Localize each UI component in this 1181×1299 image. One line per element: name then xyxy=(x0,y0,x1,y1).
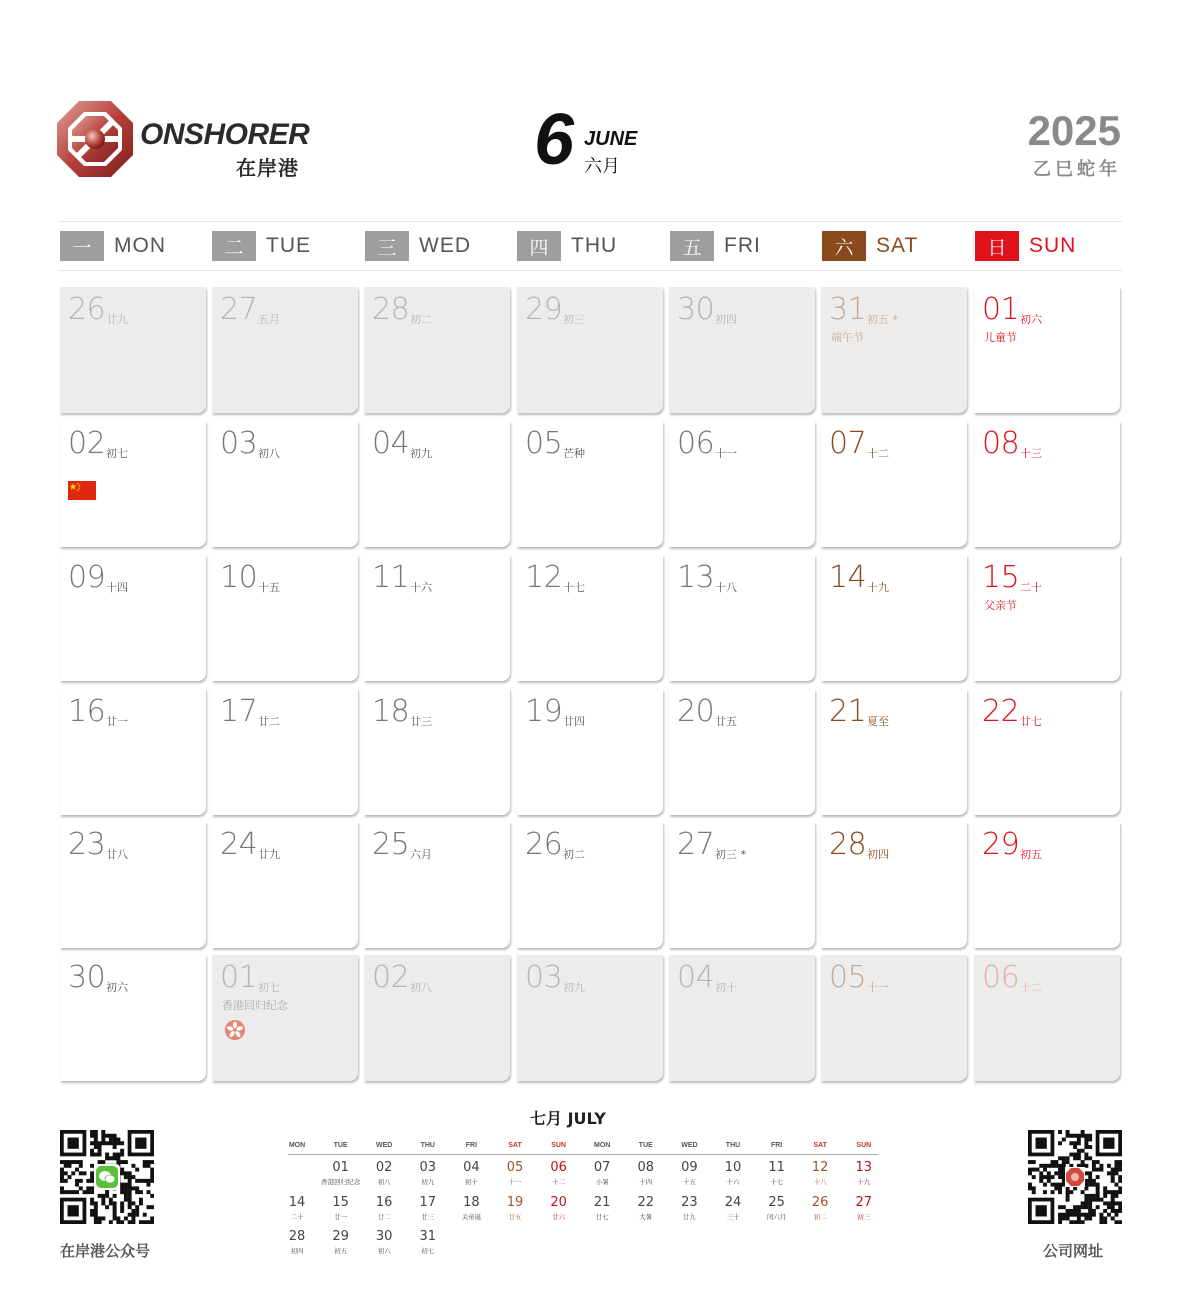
lunar-date: 初三 xyxy=(563,313,585,326)
lunar-date: 初十 xyxy=(715,981,737,994)
mini-lunar-date: 初八 xyxy=(377,1178,391,1186)
brand-name: ONSHORER xyxy=(140,118,310,151)
mini-day-number: 04 xyxy=(463,1160,480,1175)
day-number: 26 xyxy=(525,827,563,862)
mini-day-number: 16 xyxy=(375,1195,393,1210)
day-cell xyxy=(364,287,510,413)
mini-header-fri: FRI xyxy=(770,1142,783,1149)
weekday-label-en: TUE xyxy=(266,234,311,257)
day-number: 21 xyxy=(829,694,867,729)
day-number: 18 xyxy=(372,694,410,729)
day-number: 06 xyxy=(677,426,715,461)
mini-day-number: 26 xyxy=(811,1195,829,1210)
lunar-date: 夏至 xyxy=(867,715,889,728)
month-number: 6 xyxy=(534,100,575,180)
day-cell xyxy=(974,421,1120,547)
lunar-date: 十二 xyxy=(867,447,889,460)
mini-lunar-date: 初四 xyxy=(290,1247,304,1255)
lunar-date: 廿七 xyxy=(1020,715,1042,728)
mini-lunar-date: 初三 xyxy=(857,1213,871,1221)
festival-label: 父亲节 xyxy=(984,599,1017,612)
mini-day-number: 24 xyxy=(724,1195,742,1210)
mini-lunar-date: 初六 xyxy=(377,1247,391,1255)
mini-day-number: 28 xyxy=(288,1229,306,1244)
mini-header-mon: MON xyxy=(594,1142,611,1149)
lunar-date: 初四 xyxy=(867,848,889,861)
lunar-date: 初九 xyxy=(563,981,585,994)
day-cell xyxy=(974,287,1120,413)
weekday-badge-cn: 一 xyxy=(60,231,104,261)
day-number: 20 xyxy=(677,694,715,729)
lunar-date: 廿二 xyxy=(258,715,280,728)
day-number: 13 xyxy=(677,560,715,595)
day-cell xyxy=(60,955,206,1081)
lunar-date: 初九 xyxy=(410,447,432,460)
day-number: 23 xyxy=(68,827,106,862)
day-number: 29 xyxy=(982,827,1020,862)
day-number: 01 xyxy=(982,292,1020,327)
day-number: 15 xyxy=(982,560,1020,595)
hk-bauhinia-icon xyxy=(224,1019,246,1045)
year-number: 2025 xyxy=(1027,107,1121,154)
day-cell xyxy=(517,287,663,413)
day-cell xyxy=(517,555,663,681)
mini-day-number: 13 xyxy=(855,1160,873,1175)
mini-day-number: 31 xyxy=(419,1229,437,1244)
mini-day-number: 11 xyxy=(768,1160,785,1175)
lunar-date: 初二 xyxy=(410,313,432,326)
day-cell xyxy=(212,287,358,413)
weekday-badge-cn: 五 xyxy=(670,231,714,261)
day-cell xyxy=(212,822,358,948)
day-number: 05 xyxy=(829,960,867,995)
mini-header-thu: THU xyxy=(725,1142,741,1149)
lunar-date: 五月 xyxy=(258,313,280,326)
month-name-cn: 六月 xyxy=(584,156,620,177)
festival-label: 香港回归纪念 xyxy=(222,999,288,1012)
mini-day-number: 14 xyxy=(288,1195,306,1210)
day-cell xyxy=(517,421,663,547)
mini-header-sat: SAT xyxy=(813,1142,827,1149)
day-cell xyxy=(821,287,967,413)
mini-header-wed: WED xyxy=(376,1142,393,1149)
mini-lunar-date: 廿六 xyxy=(552,1213,566,1221)
mini-lunar-date: 廿二 xyxy=(377,1213,391,1221)
mini-day-number: 12 xyxy=(811,1160,829,1175)
day-number: 24 xyxy=(220,827,258,862)
lunar-date: 十四 xyxy=(106,581,128,594)
mini-day-number: 17 xyxy=(419,1195,437,1210)
weekday-mon xyxy=(60,231,166,261)
day-number: 03 xyxy=(220,426,258,461)
day-cell xyxy=(517,689,663,815)
day-number: 26 xyxy=(68,292,106,327)
lunar-date: 十一 xyxy=(715,447,737,460)
lunar-date: 廿五 xyxy=(715,715,737,728)
mini-header-sun: SUN xyxy=(856,1142,872,1149)
day-cell xyxy=(669,955,815,1081)
mini-header-tue: TUE xyxy=(638,1142,653,1149)
lunar-date: 十三 xyxy=(1020,447,1042,460)
mini-lunar-date: 关帝诞 xyxy=(461,1213,482,1221)
weekday-label-en: SUN xyxy=(1029,234,1077,257)
wechat-qr-code xyxy=(60,1130,154,1224)
mini-lunar-date: 十六 xyxy=(726,1178,740,1186)
mini-day-number: 22 xyxy=(637,1195,655,1210)
lunar-date: 廿八 xyxy=(106,848,128,861)
lunar-date: 初二 xyxy=(563,848,585,861)
mini-lunar-date: 初五 xyxy=(334,1247,348,1255)
lunar-date: 廿一 xyxy=(106,715,128,728)
lunar-date: 廿九 xyxy=(106,313,128,326)
day-cell xyxy=(974,689,1120,815)
festival-label: 儿童节 xyxy=(984,331,1017,344)
mini-day-number: 18 xyxy=(463,1195,480,1210)
brand-name-cn: 在岸港 xyxy=(236,156,299,180)
mini-lunar-date: 廿九 xyxy=(682,1213,696,1221)
mini-day-number: 08 xyxy=(637,1160,655,1175)
mini-day-number: 23 xyxy=(681,1195,698,1210)
mini-day-number: 07 xyxy=(593,1160,611,1175)
day-number: 14 xyxy=(829,560,867,595)
lunar-date: 初八 xyxy=(258,447,280,460)
wechat-icon xyxy=(94,1164,120,1190)
day-number: 05 xyxy=(525,426,563,461)
mini-lunar-date: 廿五 xyxy=(508,1213,522,1221)
weekday-label-en: THU xyxy=(571,234,618,257)
day-cell xyxy=(212,555,358,681)
mini-day-number: 30 xyxy=(375,1229,393,1244)
day-cell xyxy=(364,421,510,547)
website-qr-caption: 公司网址 xyxy=(1043,1242,1104,1260)
weekday-tue xyxy=(212,231,311,261)
weekday-badge-cn: 六 xyxy=(822,231,866,261)
weekday-bottom-divider xyxy=(58,270,1122,271)
mini-lunar-date: 初二 xyxy=(813,1213,827,1221)
mini-lunar-date: 大暑 xyxy=(639,1213,653,1221)
day-number: 31 xyxy=(829,292,867,327)
mini-lunar-date: 十四 xyxy=(639,1178,653,1186)
day-cell xyxy=(212,421,358,547)
weekday-badge-cn: 四 xyxy=(517,231,561,261)
day-number: 30 xyxy=(68,960,106,995)
day-cell xyxy=(60,555,206,681)
weekday-label-en: MON xyxy=(114,234,166,257)
lunar-date: 廿九 xyxy=(258,848,280,861)
mini-lunar-date: 初七 xyxy=(421,1247,435,1255)
mini-lunar-date: 香港回归纪念 xyxy=(321,1178,361,1186)
lunar-date: 十一 xyxy=(867,981,889,994)
mini-day-number: 21 xyxy=(593,1195,611,1210)
mini-day-number: 02 xyxy=(375,1160,393,1175)
day-cell xyxy=(821,822,967,948)
lunar-date: 六月 xyxy=(410,848,432,861)
lunar-date: 十二 xyxy=(1020,981,1042,994)
weekday-thu xyxy=(517,231,617,261)
weekday-badge-cn: 三 xyxy=(365,231,409,261)
festival-label: 端午节 xyxy=(831,331,864,344)
day-cell xyxy=(669,421,815,547)
mini-header-tue: TUE xyxy=(333,1142,348,1149)
lunar-date: 芒种 xyxy=(563,447,585,460)
day-number: 04 xyxy=(372,426,410,461)
day-number: 11 xyxy=(372,560,410,595)
lunar-date: 廿四 xyxy=(563,715,585,728)
weekday-wed xyxy=(365,231,471,261)
day-cell xyxy=(821,689,967,815)
lunar-date: 初六 xyxy=(106,981,128,994)
weekday-sun xyxy=(975,231,1076,261)
day-cell xyxy=(974,955,1120,1081)
day-cell xyxy=(821,955,967,1081)
mini-lunar-date: 初九 xyxy=(421,1178,435,1186)
day-cell xyxy=(364,822,510,948)
wechat-qr-caption: 在岸港公众号 xyxy=(60,1242,151,1260)
day-cell xyxy=(60,822,206,948)
day-cell xyxy=(364,555,510,681)
day-number: 16 xyxy=(68,694,106,729)
day-number: 27 xyxy=(677,827,715,862)
day-cell xyxy=(364,955,510,1081)
mini-header-sat: SAT xyxy=(508,1142,522,1149)
day-cell xyxy=(669,689,815,815)
day-cell xyxy=(60,421,206,547)
mini-day-number: 27 xyxy=(855,1195,873,1210)
mini-lunar-date: 十五 xyxy=(682,1178,696,1186)
mini-header-wed: WED xyxy=(681,1142,698,1149)
logo-mark xyxy=(56,100,134,178)
day-cell xyxy=(821,555,967,681)
lunar-date: 初四 xyxy=(715,313,737,326)
mini-header-fri: FRI xyxy=(465,1142,478,1149)
mini-header-mon: MON xyxy=(288,1142,306,1149)
mini-lunar-date: 二十 xyxy=(290,1213,304,1221)
mini-lunar-date: 十八 xyxy=(813,1178,827,1186)
day-cell xyxy=(974,822,1120,948)
onshorer-logo-icon xyxy=(1065,1167,1085,1187)
day-cell xyxy=(517,955,663,1081)
day-cell xyxy=(517,822,663,948)
day-number: 06 xyxy=(982,960,1020,995)
lunar-date: 十七 xyxy=(563,581,585,594)
mini-lunar-date: 闰六月 xyxy=(766,1213,787,1221)
weekday-badge-cn: 二 xyxy=(212,231,256,261)
day-number: 29 xyxy=(525,292,563,327)
mini-lunar-date: 廿三 xyxy=(421,1213,435,1221)
mini-lunar-date: 十七 xyxy=(770,1178,784,1186)
mini-lunar-date: 三十 xyxy=(726,1213,740,1221)
mini-day-number: 06 xyxy=(550,1160,567,1175)
day-cell xyxy=(212,689,358,815)
day-cell xyxy=(974,555,1120,681)
mini-calendar-divider xyxy=(288,1154,878,1155)
day-cell xyxy=(669,287,815,413)
weekday-fri xyxy=(670,231,761,261)
mini-day-number: 03 xyxy=(419,1160,437,1175)
website-qr-code xyxy=(1028,1130,1122,1224)
mini-calendar-title: 七月 JULY xyxy=(530,1109,606,1128)
day-number: 01 xyxy=(220,960,258,995)
weekday-badge-cn: 日 xyxy=(975,231,1019,261)
day-number: 07 xyxy=(829,426,867,461)
mini-lunar-date: 十九 xyxy=(857,1178,871,1186)
weekday-label-en: SAT xyxy=(876,234,919,257)
day-number: 08 xyxy=(982,426,1020,461)
lunar-date: 十六 xyxy=(410,581,432,594)
weekday-label-en: WED xyxy=(419,234,471,257)
mini-header-thu: THU xyxy=(420,1142,435,1149)
lunar-date: 十五 xyxy=(258,581,280,594)
day-number: 04 xyxy=(677,960,715,995)
day-number: 03 xyxy=(525,960,563,995)
mini-lunar-date: 十二 xyxy=(552,1178,566,1186)
weekday-top-divider xyxy=(58,221,1122,222)
lunar-date: 初七 xyxy=(106,447,128,460)
day-number: 25 xyxy=(372,827,410,862)
day-number: 27 xyxy=(220,292,258,327)
mini-day-number: 19 xyxy=(506,1195,524,1210)
lunar-date: 十九 xyxy=(867,581,889,594)
mini-header-sun: SUN xyxy=(551,1142,566,1149)
mini-day-number: 05 xyxy=(506,1160,524,1175)
day-number: 09 xyxy=(68,560,106,595)
day-number: 02 xyxy=(372,960,410,995)
day-cell xyxy=(669,555,815,681)
day-number: 17 xyxy=(220,694,258,729)
weekday-sat xyxy=(822,231,918,261)
day-number: 30 xyxy=(677,292,715,327)
mini-lunar-date: 廿一 xyxy=(334,1213,348,1221)
mini-day-number: 15 xyxy=(332,1195,349,1210)
day-number: 19 xyxy=(525,694,563,729)
mini-day-number: 20 xyxy=(550,1195,567,1210)
lunar-date: 十八 xyxy=(715,581,737,594)
day-number: 12 xyxy=(525,560,563,595)
mini-lunar-date: 小暑 xyxy=(595,1178,609,1186)
day-cell xyxy=(364,689,510,815)
weekday-label-en: FRI xyxy=(724,234,761,257)
day-number: 22 xyxy=(982,694,1020,729)
mini-lunar-date: 十一 xyxy=(508,1178,522,1186)
day-cell xyxy=(60,287,206,413)
lunar-date: 初五 xyxy=(1020,848,1042,861)
lunar-date: 初八 xyxy=(410,981,432,994)
day-number: 02 xyxy=(68,426,106,461)
day-cell xyxy=(212,955,358,1081)
lunar-date: 初七 xyxy=(258,981,280,994)
mini-day-number: 29 xyxy=(332,1229,349,1244)
day-cell xyxy=(821,421,967,547)
china-flag-icon xyxy=(68,481,96,504)
mini-lunar-date: 初十 xyxy=(464,1178,478,1186)
lunar-date: 二十 xyxy=(1020,581,1042,594)
year-ganzhi: 乙巳蛇年 xyxy=(1033,159,1121,180)
mini-day-number: 10 xyxy=(724,1160,742,1175)
lunar-date: 初三 * xyxy=(715,848,746,861)
mini-lunar-date: 廿七 xyxy=(595,1213,609,1221)
day-cell xyxy=(60,689,206,815)
lunar-date: 初六 xyxy=(1020,313,1042,326)
day-number: 28 xyxy=(372,292,410,327)
mini-day-number: 25 xyxy=(768,1195,785,1210)
day-cell xyxy=(669,822,815,948)
mini-day-number: 09 xyxy=(681,1160,698,1175)
month-name-en: JUNE xyxy=(584,128,638,150)
lunar-date: 廿三 xyxy=(410,715,432,728)
day-number: 28 xyxy=(829,827,867,862)
day-number: 10 xyxy=(220,560,258,595)
mini-day-number: 01 xyxy=(332,1160,349,1175)
lunar-date: 初五 * xyxy=(867,313,898,326)
